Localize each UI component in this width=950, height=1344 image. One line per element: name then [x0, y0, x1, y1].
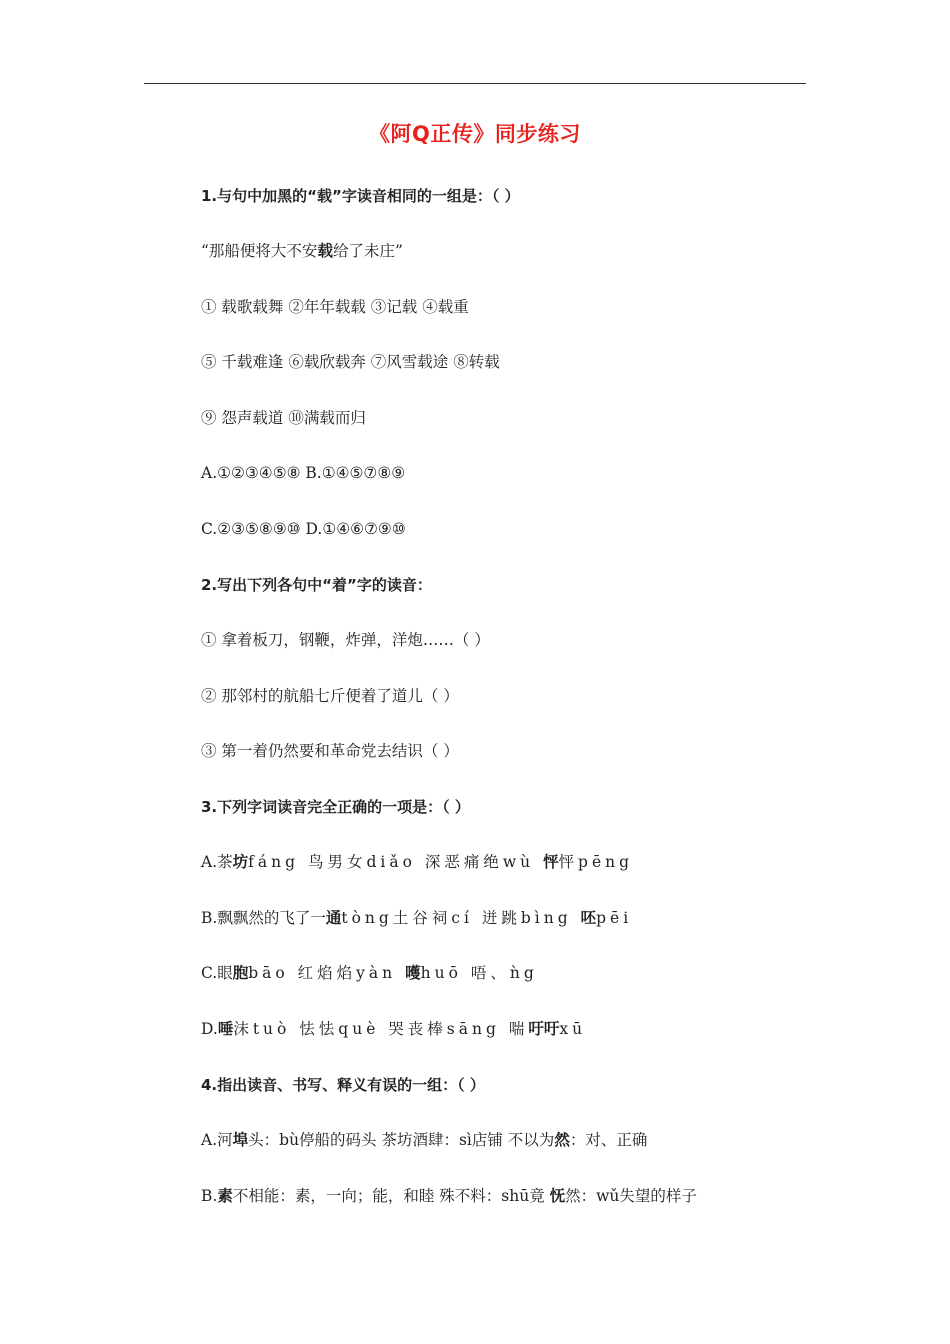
q3-b-bold-2: 呸 — [580, 909, 597, 927]
q3-c-text-2: bāo 红焰焰yàn — [248, 964, 406, 982]
q3-a-text-2: fáng 鸟男女diǎo 深恶痛绝wù — [248, 853, 544, 871]
q3-b-text-3: pēi — [596, 909, 633, 927]
q3-b-text-2: tòng土谷祠cí 迸跳bìng — [341, 909, 581, 927]
q1-row-2: ⑤ 千载难逢 ⑥载欣载奔 ⑦风雪载途 ⑧转载 — [201, 353, 500, 371]
q1-row-1: ① 载歌载舞 ②年年载载 ③记载 ④载重 — [201, 298, 469, 316]
q3-option-d — [201, 1019, 586, 1039]
q3-d-text-3: xū — [559, 1020, 587, 1038]
header-rule — [144, 83, 806, 84]
page-title: 《阿Q正传》同步练习 — [369, 122, 581, 146]
q3-stem: 3.下列字词读音完全正确的一项是：（ ） — [201, 798, 470, 816]
q3-a-bold-2: 怦 — [543, 853, 559, 871]
q4-a-bold-1: 埠 — [232, 1131, 249, 1149]
q4-b-text-3: 然：wǔ失望的样子 — [565, 1187, 697, 1205]
q3-c-bold-2: 嚄 — [405, 964, 421, 982]
q1-options-cd: C.②③⑤⑧⑨⑩ D.①④⑥⑦⑨⑩ — [201, 520, 406, 538]
q4-b-text-2: 不相能：素，一向；能，和睦 殊不料：shū竟 — [232, 1187, 550, 1205]
q2-sentence-3: ③ 第一着仍然要和革命党去结识（ ） — [201, 742, 459, 760]
q4-option-a — [201, 1130, 647, 1150]
q3-option-c — [201, 963, 538, 983]
q3-a-bold-1: 坊 — [232, 853, 249, 871]
q3-option-b — [201, 908, 632, 928]
q3-d-text-1: D. — [201, 1020, 218, 1038]
q1-options-ab: A.①②③④⑤⑧ B.①④⑤⑦⑧⑨ — [201, 464, 406, 482]
q4-b-bold-1: 素 — [217, 1187, 233, 1205]
q3-d-bold-1: 唾 — [217, 1020, 234, 1038]
q1-row-3: ⑨ 怨声载道 ⑩满载而归 — [201, 409, 366, 427]
q4-a-text-3: ：对、正确 — [569, 1131, 648, 1149]
q1-sentence-bold: 载 — [317, 242, 333, 260]
q4-b-text-1: B. — [201, 1187, 218, 1205]
q3-c-bold-1: 胞 — [232, 964, 249, 982]
q2-stem: 2.写出下列各句中“着”字的读音： — [201, 576, 432, 594]
q3-b-text-1: B.飘飘然的飞了一 — [201, 909, 326, 927]
q2-sentence-2: ② 那邻村的航船七斤便着了道儿（ ） — [201, 687, 459, 705]
q4-b-bold-2: 怃 — [549, 1187, 566, 1205]
q3-option-a — [201, 852, 633, 872]
q3-a-text-1: A.茶 — [201, 853, 233, 871]
q3-c-text-1: C.眼 — [201, 964, 233, 982]
q3-c-text-3: huō 唔、ǹg — [420, 964, 538, 982]
q1-sentence-post: 给了未庄” — [332, 242, 403, 260]
q1-sentence — [201, 241, 403, 261]
q1-stem: 1.与句中加黑的“载”字读音相同的一组是：（ ） — [201, 187, 520, 205]
q3-b-bold-1: 通 — [325, 909, 342, 927]
q4-a-text-1: A.河 — [201, 1131, 233, 1149]
q3-d-bold-2: 吁吁 — [528, 1020, 560, 1038]
q4-stem: 4.指出读音、书写、释义有误的一组：（ ） — [201, 1076, 485, 1094]
q4-a-bold-2: 然 — [554, 1131, 570, 1149]
q3-a-text-3: 怦pēng — [558, 853, 634, 871]
q3-d-text-2: 沫tuò 怯怯què 哭丧棒sāng 喘 — [233, 1020, 529, 1038]
q4-a-text-2: 头：bù停船的码头 茶坊酒肆：sì店铺 不以为 — [248, 1131, 555, 1149]
q1-sentence-pre: “那船便将大不安 — [201, 242, 318, 260]
q4-option-b — [201, 1186, 697, 1206]
q2-sentence-1: ① 拿着板刀，钢鞭，炸弹，洋炮……（ ） — [201, 631, 490, 649]
